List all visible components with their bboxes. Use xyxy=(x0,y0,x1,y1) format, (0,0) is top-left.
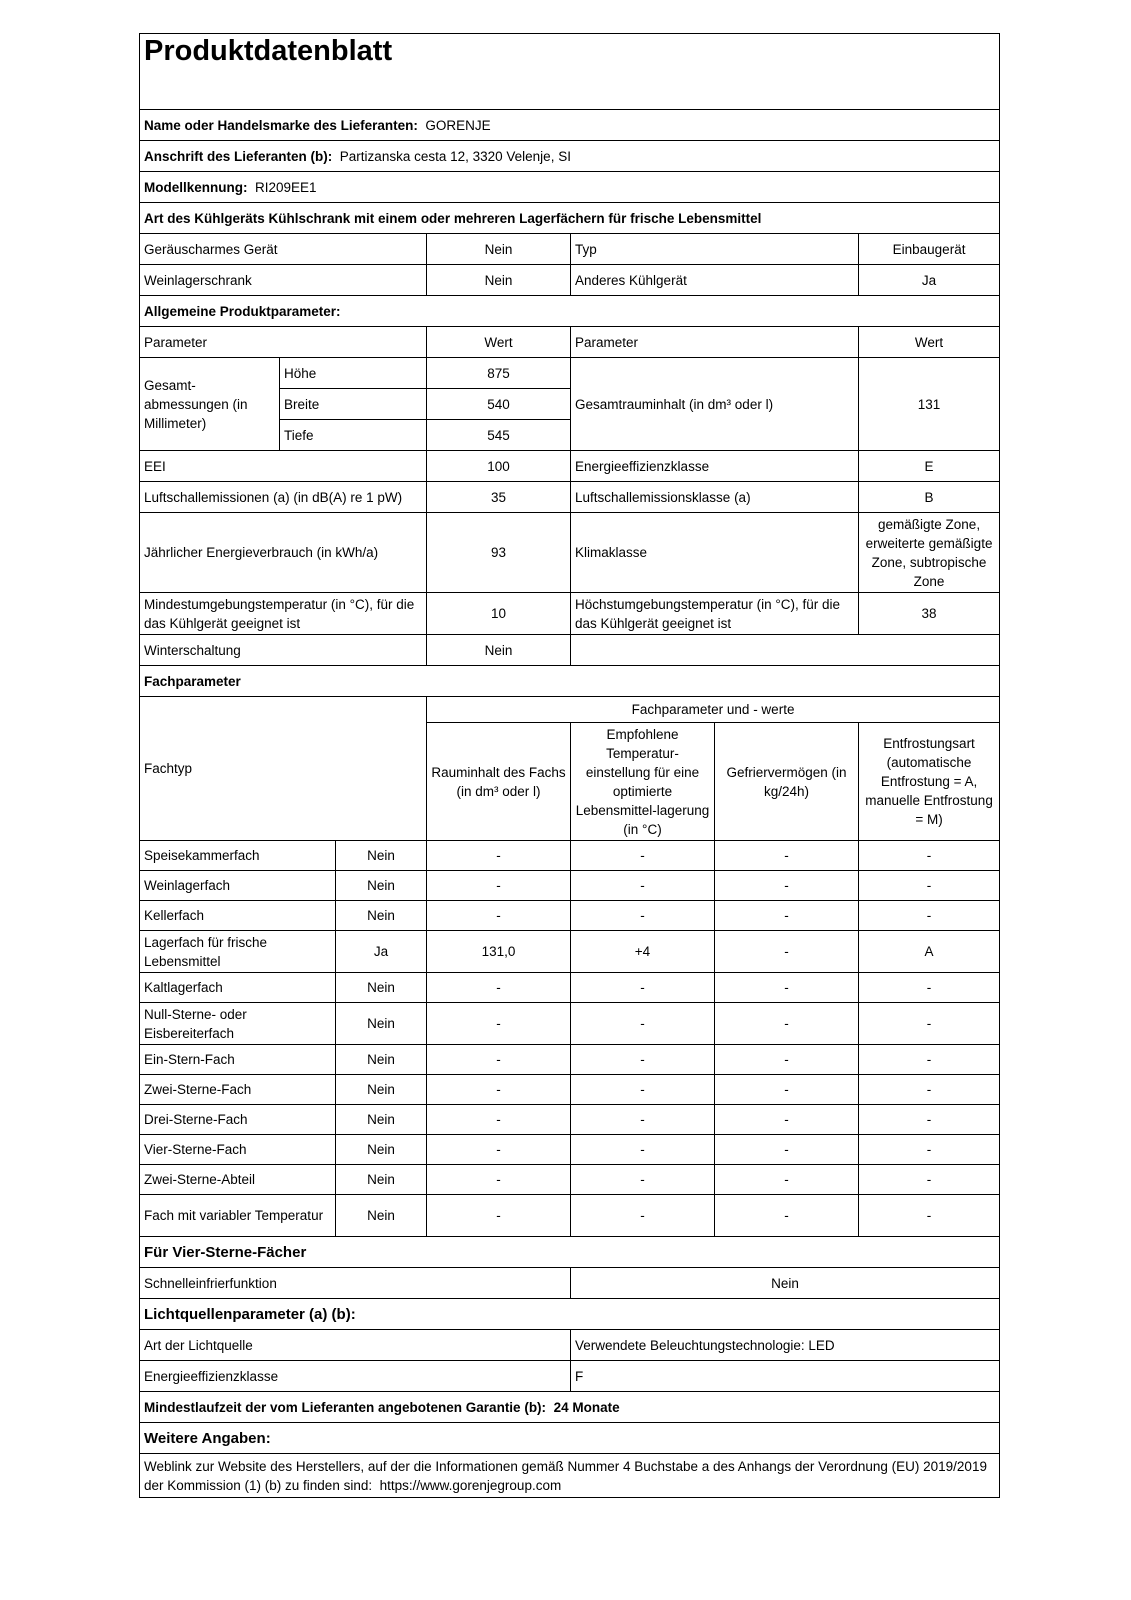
compartment-temp-header: Empfohlene Temperatur-einstellung für eine optimierte Lebensmittel-lagerung (in °C) xyxy=(571,723,715,841)
compartment-freeze: - xyxy=(715,1135,859,1165)
compartment-name: Ein-Stern-Fach xyxy=(140,1045,336,1075)
compartment-defrost: A xyxy=(859,931,1000,973)
volume-value: 131 xyxy=(859,358,1000,451)
compartment-volume: - xyxy=(427,1165,571,1195)
compartment-name: Lagerfach für frische Lebensmittel xyxy=(140,931,336,973)
compartment-row xyxy=(140,1003,1000,1045)
type-value: Nein xyxy=(427,265,571,296)
min-temp-label: Mindestumgebungstemperatur (in °C), für die das Kühlgerät geeignet ist xyxy=(140,593,427,635)
compartment-temp: - xyxy=(571,1003,715,1045)
volume-label: Gesamtrauminhalt (in dm³ oder l) xyxy=(571,358,859,451)
empty-cell xyxy=(571,635,1000,666)
max-temp-label: Höchstumgebungstemperatur (in °C), für die das Kühlgerät geeignet ist xyxy=(571,593,859,635)
compartment-present: Nein xyxy=(336,1003,427,1045)
climate-value: gemäßigte Zone, erweiterte gemäßigte Zone, subtropische Zone xyxy=(859,513,1000,593)
compartment-name: Speisekammerfach xyxy=(140,841,336,871)
supplier-value: GORENJE xyxy=(425,117,491,133)
compartment-freeze: - xyxy=(715,931,859,973)
compartment-row xyxy=(140,841,1000,871)
compartment-present: Nein xyxy=(336,1045,427,1075)
address-row xyxy=(140,141,1000,172)
max-temp-value: 38 xyxy=(859,593,1000,635)
energy-class-value: E xyxy=(859,451,1000,482)
compartment-row xyxy=(140,1135,1000,1165)
supplier-row xyxy=(140,110,1000,141)
energy-consumption-label: Jährlicher Energieverbrauch (in kWh/a) xyxy=(140,513,427,593)
manufacturer-link[interactable]: https://www.gorenjegroup.com xyxy=(379,1477,562,1493)
device-type: Art des Kühlgeräts Kühlschrank mit einem oder mehreren Lagerfächern für frische Lebensmittel xyxy=(140,203,1000,234)
energy-class-label: Energieeffizienzklasse xyxy=(571,451,859,482)
compartment-defrost: - xyxy=(859,1135,1000,1165)
compartments-heading: Fachparameter xyxy=(140,666,1000,697)
compartment-volume-header: Rauminhalt des Fachs (in dm³ oder l) xyxy=(427,723,571,841)
compartment-defrost: - xyxy=(859,1003,1000,1045)
climate-label: Klimaklasse xyxy=(571,513,859,593)
compartment-present: Nein xyxy=(336,871,427,901)
depth-label: Tiefe xyxy=(280,420,427,451)
light-heading: Lichtquellenparameter (a) (b): xyxy=(140,1299,1000,1330)
compartment-volume: - xyxy=(427,1105,571,1135)
compartment-defrost: - xyxy=(859,1045,1000,1075)
width-label: Breite xyxy=(280,389,427,420)
compartment-volume: - xyxy=(427,901,571,931)
compartment-defrost: - xyxy=(859,1195,1000,1237)
compartment-volume: 131,0 xyxy=(427,931,571,973)
light-class-value: F xyxy=(571,1361,1000,1392)
compartment-row xyxy=(140,1075,1000,1105)
col-header: Wert xyxy=(859,327,1000,358)
model-value: RI209EE1 xyxy=(255,179,317,195)
compartment-defrost: - xyxy=(859,871,1000,901)
height-label: Höhe xyxy=(280,358,427,389)
compartment-freeze: - xyxy=(715,1075,859,1105)
eei-value: 100 xyxy=(427,451,571,482)
height-value: 875 xyxy=(427,358,571,389)
compartment-row xyxy=(140,871,1000,901)
compartment-present: Nein xyxy=(336,1075,427,1105)
compartment-freeze: - xyxy=(715,1045,859,1075)
address-value: Partizanska cesta 12, 3320 Velenje, SI xyxy=(339,148,571,164)
col-header: Parameter xyxy=(140,327,427,358)
compartment-present: Nein xyxy=(336,1165,427,1195)
four-star-heading: Für Vier-Sterne-Fächer xyxy=(140,1237,1000,1268)
compartment-defrost: - xyxy=(859,841,1000,871)
compartment-freeze: - xyxy=(715,973,859,1003)
light-class-label: Energieeffizienzklasse xyxy=(140,1361,571,1392)
compartment-row xyxy=(140,973,1000,1003)
col-header: Wert xyxy=(427,327,571,358)
compartment-freeze: - xyxy=(715,1195,859,1237)
compartment-name: Drei-Sterne-Fach xyxy=(140,1105,336,1135)
further-heading: Weitere Angaben: xyxy=(140,1423,1000,1454)
winter-label: Winterschaltung xyxy=(140,635,427,666)
compartment-defrost: - xyxy=(859,1165,1000,1195)
compartment-freeze: - xyxy=(715,1165,859,1195)
quick-freeze-value: Nein xyxy=(571,1268,1000,1299)
compartment-present: Nein xyxy=(336,1135,427,1165)
address-label: Anschrift des Lieferanten (b): xyxy=(144,148,333,164)
type-key: Weinlagerschrank xyxy=(140,265,427,296)
type-key: Typ xyxy=(571,234,859,265)
product-data-sheet xyxy=(139,33,1000,1498)
compartment-row xyxy=(140,1105,1000,1135)
further-info xyxy=(140,1454,1000,1498)
compartment-rows xyxy=(140,841,1000,1237)
compartment-present: Nein xyxy=(336,1105,427,1135)
compartment-row xyxy=(140,1195,1000,1237)
compartment-volume: - xyxy=(427,841,571,871)
compartment-defrost: - xyxy=(859,1105,1000,1135)
warranty-row xyxy=(140,1392,1000,1423)
compartment-volume: - xyxy=(427,1075,571,1105)
energy-consumption-value: 93 xyxy=(427,513,571,593)
compartment-present: Nein xyxy=(336,1195,427,1237)
compartment-present: Ja xyxy=(336,931,427,973)
compartment-present: Nein xyxy=(336,973,427,1003)
compartment-freeze-header: Gefriervermögen (in kg/24h) xyxy=(715,723,859,841)
dimensions-label: Gesamt-abmessungen (in Millimeter) xyxy=(140,358,280,451)
compartment-temp: - xyxy=(571,1075,715,1105)
type-value: Nein xyxy=(427,234,571,265)
compartment-temp: - xyxy=(571,901,715,931)
compartment-defrost: - xyxy=(859,901,1000,931)
compartment-type-header: Fachtyp xyxy=(140,697,427,841)
compartment-present: Nein xyxy=(336,901,427,931)
width-value: 540 xyxy=(427,389,571,420)
compartment-temp: - xyxy=(571,1165,715,1195)
noise-class-label: Luftschallemissionsklasse (a) xyxy=(571,482,859,513)
winter-value: Nein xyxy=(427,635,571,666)
further-text: Weblink zur Website des Herstellers, auf der die Informationen gemäß Nummer 4 Buchstabe a des Anhangs der Verordnung (EU) 2019/2019 der Kommission (1) (b) zu finden sind: xyxy=(144,1458,987,1493)
type-value: Einbaugerät xyxy=(859,234,1000,265)
noise-value: 35 xyxy=(427,482,571,513)
type-key: Geräuscharmes Gerät xyxy=(140,234,427,265)
noise-class-value: B xyxy=(859,482,1000,513)
warranty-label: Mindestlaufzeit der vom Lieferanten angebotenen Garantie (b): xyxy=(144,1399,547,1415)
compartment-freeze: - xyxy=(715,901,859,931)
page-title: Produktdatenblatt xyxy=(140,34,1000,110)
compartment-volume: - xyxy=(427,973,571,1003)
type-value: Ja xyxy=(859,265,1000,296)
noise-label: Luftschallemissionen (a) (in dB(A) re 1 pW) xyxy=(140,482,427,513)
compartment-temp: - xyxy=(571,1195,715,1237)
compartment-defrost-header: Entfrostungsart (automatische Entfrostung = A, manuelle Entfrostung = M) xyxy=(859,723,1000,841)
model-label: Modellkennung: xyxy=(144,179,248,195)
compartment-temp: - xyxy=(571,973,715,1003)
compartment-row xyxy=(140,1045,1000,1075)
compartment-name: Weinlagerfach xyxy=(140,871,336,901)
compartment-freeze: - xyxy=(715,841,859,871)
compartment-name: Kellerfach xyxy=(140,901,336,931)
compartment-temp: +4 xyxy=(571,931,715,973)
compartment-present: Nein xyxy=(336,841,427,871)
compartment-volume: - xyxy=(427,1003,571,1045)
compartment-freeze: - xyxy=(715,871,859,901)
warranty-value: 24 Monate xyxy=(553,1399,620,1415)
compartment-row xyxy=(140,931,1000,973)
quick-freeze-label: Schnelleinfrierfunktion xyxy=(140,1268,571,1299)
compartment-name: Zwei-Sterne-Fach xyxy=(140,1075,336,1105)
compartment-volume: - xyxy=(427,1045,571,1075)
compartment-temp: - xyxy=(571,871,715,901)
compartment-row xyxy=(140,901,1000,931)
compartment-volume: - xyxy=(427,1135,571,1165)
compartment-defrost: - xyxy=(859,1075,1000,1105)
compartment-name: Vier-Sterne-Fach xyxy=(140,1135,336,1165)
supplier-label: Name oder Handelsmarke des Lieferanten: xyxy=(144,117,418,133)
min-temp-value: 10 xyxy=(427,593,571,635)
compartment-name: Zwei-Sterne-Abteil xyxy=(140,1165,336,1195)
col-header: Parameter xyxy=(571,327,859,358)
compartment-freeze: - xyxy=(715,1003,859,1045)
model-row xyxy=(140,172,1000,203)
compartment-name: Kaltlagerfach xyxy=(140,973,336,1003)
compartment-volume: - xyxy=(427,871,571,901)
compartment-temp: - xyxy=(571,1135,715,1165)
light-type-value: Verwendete Beleuchtungstechnologie: LED xyxy=(571,1330,1000,1361)
compartment-temp: - xyxy=(571,841,715,871)
compartment-volume: - xyxy=(427,1195,571,1237)
general-heading: Allgemeine Produktparameter: xyxy=(140,296,1000,327)
compartment-name: Null-Sterne- oder Eisbereiterfach xyxy=(140,1003,336,1045)
compartment-row xyxy=(140,1165,1000,1195)
eei-label: EEI xyxy=(140,451,427,482)
light-type-label: Art der Lichtquelle xyxy=(140,1330,571,1361)
compartment-defrost: - xyxy=(859,973,1000,1003)
depth-value: 545 xyxy=(427,420,571,451)
compartment-temp: - xyxy=(571,1045,715,1075)
compartment-group-header: Fachparameter und - werte xyxy=(427,697,1000,723)
compartment-freeze: - xyxy=(715,1105,859,1135)
type-key: Anderes Kühlgerät xyxy=(571,265,859,296)
compartment-name: Fach mit variabler Temperatur xyxy=(140,1195,336,1237)
compartment-temp: - xyxy=(571,1105,715,1135)
